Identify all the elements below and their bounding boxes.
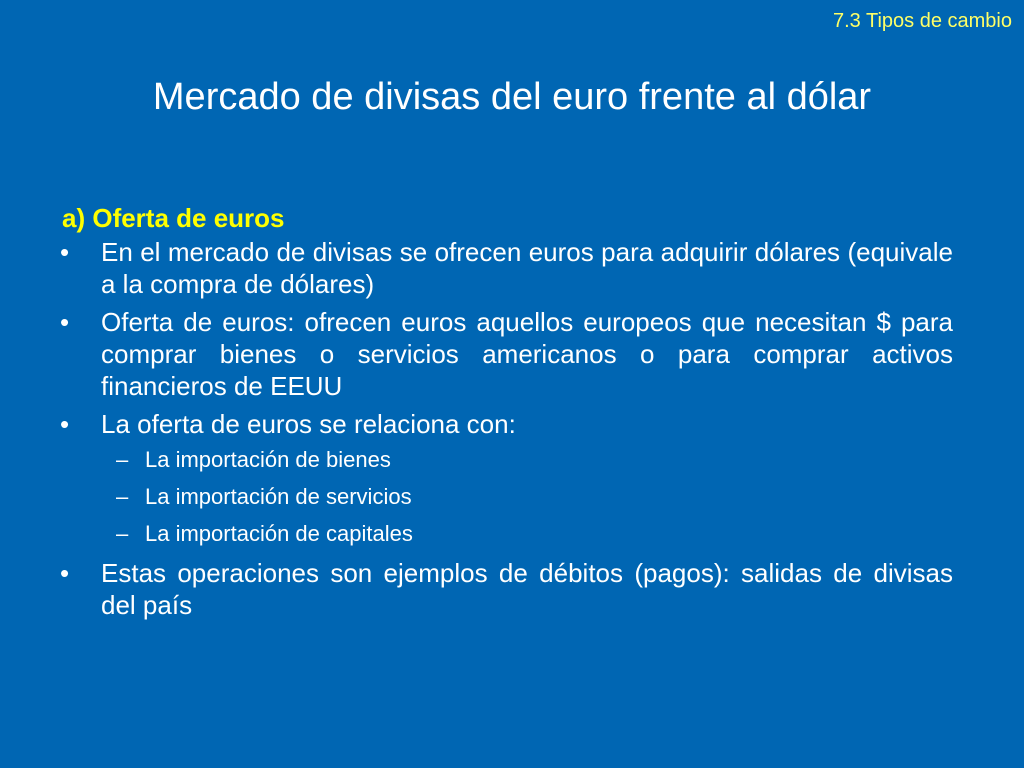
bullet-item bbox=[60, 408, 953, 548]
subheading: a) Oferta de euros bbox=[62, 203, 285, 233]
sub-marker: – bbox=[116, 521, 129, 546]
sub-marker: – bbox=[116, 447, 129, 472]
bullet-text: Oferta de euros: ofrecen euros aquellos europeos que necesitan $ para comprar bienes o servicios americanos o para comprar activos financieros de EEUU bbox=[101, 307, 953, 401]
bullet-marker: • bbox=[60, 307, 70, 337]
slide-title: Mercado de divisas del euro frente al dólar bbox=[152, 76, 872, 118]
sub-list bbox=[101, 446, 953, 548]
bullet-marker: • bbox=[60, 558, 70, 588]
sub-marker: – bbox=[116, 484, 129, 509]
bullet-marker: • bbox=[60, 409, 70, 439]
sub-item-text: La importación de bienes bbox=[145, 447, 391, 472]
section-tag: 7.3 Tipos de cambio bbox=[833, 10, 1012, 32]
bullet-text: La oferta de euros se relaciona con: bbox=[101, 409, 516, 439]
bullet-item bbox=[60, 236, 953, 300]
sub-item bbox=[101, 446, 953, 474]
bullet-item bbox=[60, 306, 953, 402]
bullet-text: En el mercado de divisas se ofrecen euros para adquirir dólares (equivale a la compra de dólares) bbox=[101, 237, 953, 299]
sub-item bbox=[101, 520, 953, 548]
bullet-marker: • bbox=[60, 237, 70, 267]
bullet-text: Estas operaciones son ejemplos de débitos (pagos): salidas de divisas del país bbox=[101, 558, 953, 620]
sub-item-text: La importación de servicios bbox=[145, 484, 412, 509]
bullet-list bbox=[60, 236, 953, 621]
sub-item bbox=[101, 483, 953, 511]
sub-item-text: La importación de capitales bbox=[145, 521, 413, 546]
bullet-item bbox=[60, 557, 953, 621]
slide-content bbox=[60, 200, 953, 627]
